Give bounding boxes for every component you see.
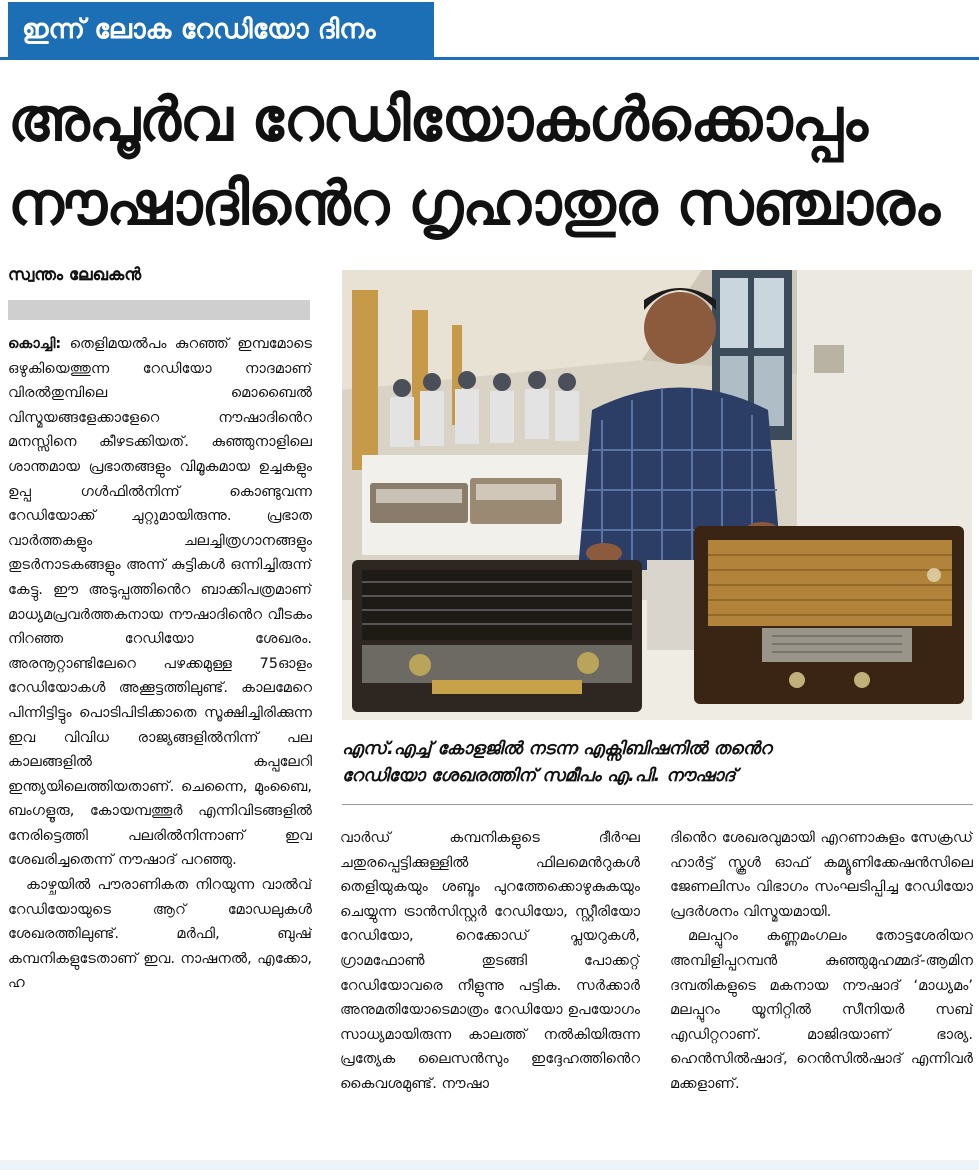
article-column-3 <box>670 826 973 1168</box>
article-paragraph <box>8 332 312 873</box>
byline-rule <box>8 300 310 320</box>
article-paragraph: ദിൻെറ ശേഖരവുമായി എറണാകുളം സേക്രഡ് ഹാർട്ട് സ്കൂൾ ഓഫ് കമ്യൂണിക്കേഷൻസിലെ ജേണലിസം വിഭാഗം സംഘടിപ്പിച്ച റേഡിയോ പ്രദർശനം വിസ്മയമായി. <box>670 829 973 920</box>
photo-radio-exhibition <box>342 270 972 720</box>
kicker-label: ഇന്ന് ലോക റേഡിയോ ദിനം <box>8 2 434 58</box>
dateline: കൊച്ചി: <box>8 335 62 352</box>
paragraph-text: തെളിമയൽപം കുറഞ്ഞ് ഇമ്പമോടെ ഒഴുകിയെത്തുന്ന റേഡിയോ നാദമാണ് വിരൽതുമ്പിലെ മൊബൈൽ വിസ്മയങ്ങളേക്കാളേറെ നൗഷാദിൻെറ മനസ്സിനെ കീഴടക്കിയത്. കുഞ്ഞുനാളിലെ ശാന്തമായ പ്രഭാതങ്ങളും വിമൂകമായ ഉച്ചകളും ഉപ്പ ഗൾഫിൽനിന്ന് കൊണ്ടുവന്ന റേഡിയോക്ക് ചുറ്റുമായിരുന്നു. പ്രഭാത വാർത്തകളും ചലച്ചിത്രഗാനങ്ങളും തുടർനാടകങ്ങളും അന്ന് കുട്ടികൾ ഒന്നിച്ചിരുന്ന് കേട്ടു. ഈ അടുപ്പത്തിൻെറ ബാക്കിപത്രമാണ് മാധ്യമപ്രവർത്തകനായ നൗഷാദിൻെറ വീടകം നിറഞ്ഞ റേഡിയോ ശേഖരം. അരനൂറ്റാണ്ടിലേറെ പഴക്കമുള്ള 75ഓളം റേഡിയോകൾ അക്കൂട്ടത്തിലുണ്ട്. കാലമേറെ പിന്നിട്ടിട്ടും പൊടിപിടിക്കാതെ സൂക്ഷിച്ചിരിക്കുന്ന ഇവ വിവിധ രാജ്യങ്ങളിൽനിന്ന് പല കാലങ്ങളിൽ കപ്പലേറി ഇന്ത്യയിലെത്തിയതാണ്. ചെന്നൈ, മുംബൈ, ബംഗളൂരു, കോയമ്പത്തൂർ എന്നിവിടങ്ങളിൽ നേരിട്ടെത്തി പലരിൽനിന്നാണ് ഇവ ശേഖരിച്ചതെന്ന് നൗഷാദ് പറഞ്ഞു. <box>8 335 312 869</box>
headline-line-1: അപൂർവ റേഡിയോകൾക്കൊപ്പം <box>8 85 867 155</box>
caption-rule <box>342 804 973 805</box>
caption-line-1: എസ്.എച്ച് കോളജിൽ നടന്ന എക്സിബിഷനിൽ തൻെറ <box>342 739 772 759</box>
headline-line-2: നൗഷാദിൻെറ ഗൃഹാതുര സഞ്ചാരം <box>8 169 939 239</box>
article-paragraph: മലപ്പുറം കണ്ണമംഗലം തോട്ടശേരിയറ അമ്പിളിപ്പറമ്പൻ കുഞ്ഞുമുഹമ്മദ്-ആമിന ദമ്പതികളുടെ മകനായ നൗഷാദ് ‘മാധ്യമം’ മലപ്പുറം യൂനിറ്റിൽ സീനിയർ സബ് എഡിറ്ററാണ്. മാജിദയാണ് ഭാര്യ. ഹെൻസിൽഷാദ്, റെൻസിൽഷാദ് എന്നിവർ മക്കളാണ്. <box>670 927 973 1092</box>
article-column-1 <box>8 332 312 1167</box>
article-paragraph: കാഴ്ചയിൽ പൗരാണികത നിറയുന്ന വാൽവ് റേഡിയോയുടെ ആറ് മോഡലുകൾ ശേഖരത്തിലുണ്ട്. മർഫി, ബുഷ് കമ്പനികളുടേതാണ് ഇവ. നാഷനൽ, എക്കോ, ഹ <box>8 876 312 992</box>
byline: സ്വന്തം ലേഖകൻ <box>8 265 142 285</box>
bottom-strip <box>0 1160 979 1170</box>
caption-line-2: റേഡിയോ ശേഖരത്തിന് സമീപം എ.പി. നൗഷാദ് <box>342 766 736 786</box>
photo-caption <box>342 736 973 790</box>
article-paragraph: വാർഡ് കമ്പനികളുടെ ദീർഘ ചതുരപ്പെട്ടിക്കുള്ളിൽ ഫിലമെൻറുകൾ തെളിയുകയും ശബ്ദം പുറത്തേക്കൊഴുകുകയും ചെയ്യുന്ന ട്രാൻസിസ്റ്റർ റേഡിയോ, സ്റ്റീരിയോ റേഡിയോ, റെക്കോഡ് പ്ലയറുകൾ, ഗ്രാമഫോൺ തുടങ്ങി പോക്കറ്റ് റേഡിയോവരെ നീളുന്നു പട്ടിക. സർക്കാർ അനുമതിയോടെമാത്രം റേഡിയോ ഉപയോഗം സാധ്യമായിരുന്ന കാലത്ത് നൽകിയിരുന്ന പ്രത്യേക ലൈസൻസും ഇദ്ദേഹത്തിൻെറ കൈവശമുണ്ട്. നൗഷാ <box>340 829 640 1092</box>
article-column-2 <box>340 826 640 1168</box>
kicker-bar <box>0 0 979 60</box>
headline <box>8 78 973 246</box>
news-photo <box>342 270 972 720</box>
